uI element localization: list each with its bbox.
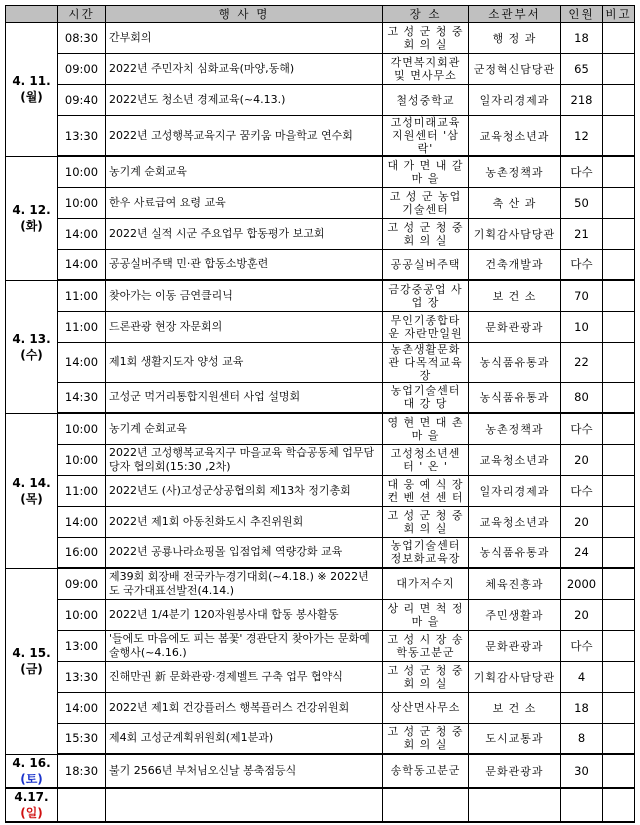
table-row <box>6 116 635 157</box>
event-cell: 2022년 실적 시군 주요업무 합동평가 보고회 <box>106 218 383 249</box>
place-cell: 무인기종합타운 자란만일원 <box>383 311 469 342</box>
place-cell: 고 성 군 청 중 회 의 실 <box>383 661 469 692</box>
table-row <box>6 661 635 692</box>
event-cell: 농기계 순회교육 <box>106 413 383 444</box>
event-cell: 드론관광 현장 자문회의 <box>106 311 383 342</box>
event-cell: 2022년 제1회 아동친화도시 추진위원회 <box>106 506 383 537</box>
table-row <box>6 218 635 249</box>
time-cell: 13:00 <box>58 630 106 661</box>
place-cell: 농업기술센터 정보화교육장 <box>383 537 469 568</box>
dept-cell: 체육진흥과 <box>469 568 561 599</box>
dept-cell: 문화관광과 <box>469 311 561 342</box>
count-cell: 65 <box>561 54 603 85</box>
count-cell: 12 <box>561 116 603 157</box>
count-cell: 18 <box>561 23 603 54</box>
dept-cell: 군정혁신담당관 <box>469 54 561 85</box>
note-cell <box>603 382 635 413</box>
dept-cell: 농촌정책과 <box>469 413 561 444</box>
dept-cell: 일자리경제과 <box>469 475 561 506</box>
time-cell: 10:00 <box>58 413 106 444</box>
count-cell: 70 <box>561 280 603 311</box>
note-cell <box>603 311 635 342</box>
note-cell <box>603 85 635 116</box>
table-row <box>6 537 635 568</box>
count-cell: 2000 <box>561 568 603 599</box>
place-cell: 고 성 군 농업기술센터 <box>383 187 469 218</box>
place-cell: 고 성 시 장 송학동고분군 <box>383 630 469 661</box>
count-cell: 18 <box>561 692 603 723</box>
time-cell: 13:30 <box>58 116 106 157</box>
dept-cell: 교육청소년과 <box>469 116 561 157</box>
count-cell: 218 <box>561 85 603 116</box>
count-cell: 10 <box>561 311 603 342</box>
count-cell: 20 <box>561 444 603 475</box>
dept-cell: 교육청소년과 <box>469 444 561 475</box>
day-weekday: (일) <box>20 805 43 820</box>
dept-cell: 보 건 소 <box>469 692 561 723</box>
place-cell <box>383 788 469 822</box>
table-row <box>6 630 635 661</box>
day-cell <box>6 23 58 157</box>
place-cell: 각면복지회관 및 면사무소 <box>383 54 469 85</box>
count-cell: 24 <box>561 537 603 568</box>
time-cell: 10:00 <box>58 156 106 187</box>
place-cell: 고 성 군 청 중 회 의 실 <box>383 23 469 54</box>
count-cell: 22 <box>561 342 603 382</box>
note-cell <box>603 187 635 218</box>
header-note: 비고 <box>603 6 635 23</box>
time-cell: 16:00 <box>58 537 106 568</box>
dept-cell: 문화관광과 <box>469 754 561 788</box>
header-date <box>6 6 58 23</box>
count-cell: 다수 <box>561 156 603 187</box>
table-row <box>6 692 635 723</box>
dept-cell: 기획감사담당관 <box>469 218 561 249</box>
table-row <box>6 23 635 54</box>
time-cell: 08:30 <box>58 23 106 54</box>
note-cell <box>603 788 635 822</box>
note-cell <box>603 506 635 537</box>
event-cell: 2022년 고성행복교육지구 꿈키움 마을학교 연수회 <box>106 116 383 157</box>
event-cell: 제4회 고성군계획위원회(제1분과) <box>106 723 383 754</box>
header-place: 장 소 <box>383 6 469 23</box>
table-row <box>6 187 635 218</box>
count-cell: 20 <box>561 599 603 630</box>
place-cell: 고 성 군 청 중 회 의 실 <box>383 506 469 537</box>
table-row <box>6 342 635 382</box>
place-cell: 고성미래교육지원센터 '삼락' <box>383 116 469 157</box>
place-cell: 고 성 군 청 중 회 의 실 <box>383 723 469 754</box>
time-cell: 15:30 <box>58 723 106 754</box>
event-cell: 찾아가는 이동 금연클리닉 <box>106 280 383 311</box>
table-row <box>6 54 635 85</box>
time-cell: 14:00 <box>58 506 106 537</box>
header-dept: 소관부서 <box>469 6 561 23</box>
time-cell: 14:00 <box>58 218 106 249</box>
event-cell: 진해만권 新 문화관광·경제벨트 구축 업무 협약식 <box>106 661 383 692</box>
dept-cell: 도시교통과 <box>469 723 561 754</box>
day-weekday: (화) <box>20 219 43 233</box>
table-row <box>6 475 635 506</box>
place-cell: 영 현 면 대 촌 마 을 <box>383 413 469 444</box>
time-cell: 11:00 <box>58 311 106 342</box>
table-row <box>6 444 635 475</box>
time-cell: 14:00 <box>58 342 106 382</box>
dept-cell: 농촌정책과 <box>469 156 561 187</box>
time-cell: 18:30 <box>58 754 106 788</box>
event-cell: 불기 2566년 부처님오신날 봉축점등식 <box>106 754 383 788</box>
place-cell: 고 성 군 청 중 회 의 실 <box>383 218 469 249</box>
count-cell: 다수 <box>561 249 603 280</box>
table-row <box>6 506 635 537</box>
event-cell: 공공실버주택 민·관 합동소방훈련 <box>106 249 383 280</box>
note-cell <box>603 568 635 599</box>
event-cell: 2022년 고성행복교육지구 마을교육 학습공동체 업무담당자 협의회(15:30 ,2차) <box>106 444 383 475</box>
day-date: 4. 15. <box>12 646 51 660</box>
header-count: 인원 <box>561 6 603 23</box>
day-weekday: (토) <box>20 771 43 786</box>
note-cell <box>603 444 635 475</box>
time-cell: 09:00 <box>58 568 106 599</box>
place-cell: 송학동고분군 <box>383 754 469 788</box>
table-row <box>6 723 635 754</box>
header-time: 시간 <box>58 6 106 23</box>
dept-cell <box>469 788 561 822</box>
day-date: 4. 16. <box>12 755 51 770</box>
day-date: 4. 13. <box>12 331 51 346</box>
event-cell: 제1회 생활지도자 양성 교육 <box>106 342 383 382</box>
dept-cell: 기획감사담당관 <box>469 661 561 692</box>
day-cell <box>6 754 58 788</box>
day-cell <box>6 788 58 822</box>
dept-cell: 농식품유통과 <box>469 382 561 413</box>
event-cell: 2022년 제1회 건강플러스 행복플러스 건강위원회 <box>106 692 383 723</box>
place-cell: 상산면사무소 <box>383 692 469 723</box>
count-cell: 8 <box>561 723 603 754</box>
table-row <box>6 249 635 280</box>
dept-cell: 보 건 소 <box>469 280 561 311</box>
day-cell <box>6 413 58 568</box>
place-cell: 대 가 면 내 갈 마 을 <box>383 156 469 187</box>
header-event: 행 사 명 <box>106 6 383 23</box>
place-cell: 농촌생활문화관 다목적교육장 <box>383 342 469 382</box>
event-cell: 제39회 회장배 전국카누경기대회(~4.18.) ※ 2022년도 국가대표선발전(4.14.) <box>106 568 383 599</box>
schedule-table <box>5 5 635 823</box>
note-cell <box>603 630 635 661</box>
table-row <box>6 413 635 444</box>
event-cell: 2022년 1/4분기 120자원봉사대 합동 봉사활동 <box>106 599 383 630</box>
event-cell: '들에도 마음에도 피는 봄꽃' 경관단지 찾아가는 문화예술행사(~4.16.) <box>106 630 383 661</box>
count-cell: 80 <box>561 382 603 413</box>
event-cell: 2022년도 (사)고성군상공협의회 제13차 정기총회 <box>106 475 383 506</box>
header-row <box>6 6 635 23</box>
note-cell <box>603 249 635 280</box>
count-cell: 다수 <box>561 630 603 661</box>
time-cell: 09:00 <box>58 54 106 85</box>
time-cell: 14:00 <box>58 249 106 280</box>
note-cell <box>603 413 635 444</box>
count-cell: 20 <box>561 506 603 537</box>
table-row <box>6 85 635 116</box>
table-row <box>6 754 635 788</box>
time-cell: 10:00 <box>58 444 106 475</box>
table-row <box>6 156 635 187</box>
count-cell: 21 <box>561 218 603 249</box>
place-cell: 농업기술센터 대 강 당 <box>383 382 469 413</box>
day-date: 4.17. <box>14 789 49 804</box>
day-weekday: (수) <box>20 347 43 362</box>
table-row <box>6 568 635 599</box>
dept-cell: 행 정 과 <box>469 23 561 54</box>
time-cell: 14:00 <box>58 692 106 723</box>
event-cell: 간부회의 <box>106 23 383 54</box>
count-cell: 30 <box>561 754 603 788</box>
event-cell: 2022년도 청소년 경제교육(~4.13.) <box>106 85 383 116</box>
event-cell: 2022년 주민자치 심화교육(마양,동해) <box>106 54 383 85</box>
dept-cell: 일자리경제과 <box>469 85 561 116</box>
table-row <box>6 311 635 342</box>
place-cell: 고성청소년센터 ' 온 ' <box>383 444 469 475</box>
note-cell <box>603 475 635 506</box>
day-weekday: (금) <box>20 662 43 676</box>
event-cell: 2022년 공룡나라쇼핑몰 입점업체 역량강화 교육 <box>106 537 383 568</box>
time-cell: 11:00 <box>58 280 106 311</box>
place-cell: 상 리 면 척 정 마 을 <box>383 599 469 630</box>
table-row <box>6 788 635 822</box>
place-cell: 철성중학교 <box>383 85 469 116</box>
count-cell: 4 <box>561 661 603 692</box>
day-date: 4. 12. <box>12 203 51 217</box>
count-cell <box>561 788 603 822</box>
place-cell: 대 웅 예 식 장 컨 벤 션 센 터 <box>383 475 469 506</box>
time-cell: 11:00 <box>58 475 106 506</box>
note-cell <box>603 116 635 157</box>
time-cell: 10:00 <box>58 187 106 218</box>
day-cell <box>6 156 58 280</box>
table-row <box>6 382 635 413</box>
day-weekday: (목) <box>20 491 43 506</box>
note-cell <box>603 661 635 692</box>
day-date: 4. 14. <box>12 475 51 490</box>
note-cell <box>603 218 635 249</box>
table-row <box>6 280 635 311</box>
note-cell <box>603 754 635 788</box>
event-cell: 농기계 순회교육 <box>106 156 383 187</box>
place-cell: 공공실버주택 <box>383 249 469 280</box>
dept-cell: 농식품유통과 <box>469 537 561 568</box>
dept-cell: 건축개발과 <box>469 249 561 280</box>
note-cell <box>603 54 635 85</box>
note-cell <box>603 23 635 54</box>
dept-cell: 농식품유통과 <box>469 342 561 382</box>
count-cell: 다수 <box>561 475 603 506</box>
place-cell: 대가저수지 <box>383 568 469 599</box>
note-cell <box>603 723 635 754</box>
note-cell <box>603 280 635 311</box>
dept-cell: 축 산 과 <box>469 187 561 218</box>
note-cell <box>603 599 635 630</box>
table-row <box>6 599 635 630</box>
day-weekday: (월) <box>20 90 43 105</box>
dept-cell: 교육청소년과 <box>469 506 561 537</box>
time-cell: 10:00 <box>58 599 106 630</box>
note-cell <box>603 342 635 382</box>
event-cell: 고성군 먹거리통합지원센터 사업 설명회 <box>106 382 383 413</box>
note-cell <box>603 156 635 187</box>
place-cell: 금강중공업 사 업 장 <box>383 280 469 311</box>
count-cell: 50 <box>561 187 603 218</box>
dept-cell: 문화관광과 <box>469 630 561 661</box>
note-cell <box>603 537 635 568</box>
dept-cell: 주민생활과 <box>469 599 561 630</box>
day-date: 4. 11. <box>12 74 51 89</box>
time-cell: 13:30 <box>58 661 106 692</box>
day-cell <box>6 568 58 754</box>
time-cell: 09:40 <box>58 85 106 116</box>
note-cell <box>603 692 635 723</box>
event-cell <box>106 788 383 822</box>
event-cell: 한우 사료급여 요령 교육 <box>106 187 383 218</box>
time-cell: 14:30 <box>58 382 106 413</box>
count-cell: 다수 <box>561 413 603 444</box>
day-cell <box>6 280 58 413</box>
time-cell <box>58 788 106 822</box>
